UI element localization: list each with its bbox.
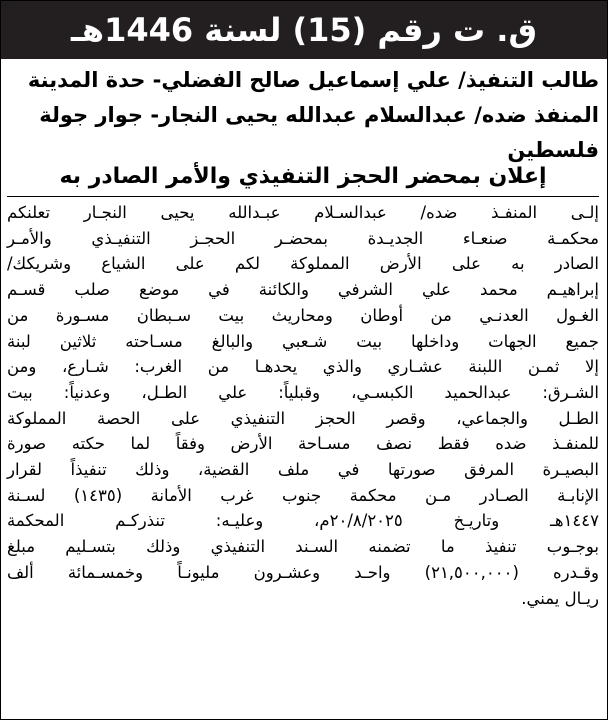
body-line: إبراهيـم محمد علي الشرفي والكائنة في موضع صلب قسـم bbox=[7, 280, 599, 300]
case-number-header bbox=[1, 1, 607, 59]
body-line: إلا ثمـن اللبنة عشـاري والذي يحدهـا من الغرب: شـارع، ومن bbox=[7, 357, 599, 377]
applicant-line: طالب التنفيذ/ علي إسماعيل صالح الفضلي- حدة المدينة bbox=[27, 68, 599, 92]
body-line: ١٤٤٧هـ وتاريـخ ٢٠/٨/٢٠٢٥م، وعليـه: تنذركـم المحكمة bbox=[7, 511, 599, 531]
body-line: إلـى المنفـذ ضده/ عبدالسـلام عبـدالله يحيى النجـار تعلنكم bbox=[7, 203, 599, 222]
body-line: الصادر به على الأرض المملوكة لكم على الشياع وشريكك/ bbox=[7, 254, 599, 274]
body-line: الإنابـة الصـادر مـن محكمة جنوب غرب الأمانة (١٤٣٥) لسـنة bbox=[7, 485, 600, 505]
body-line: البصيـرة المرفق صورتها في ملف القضية، وذلك تنفيذاً لقرار bbox=[7, 460, 599, 480]
notice-subject: إعلان بمحضر الحجز التنفيذي والأمر الصادر به bbox=[59, 164, 547, 189]
body-line: بوجـوب تنفيذ ما تضمنه السـند التنفيذي وذلك بتسـليم مبلغ bbox=[7, 537, 599, 557]
case-number-title: ق. ت رقم (15) لسنة 1446هـ bbox=[70, 11, 538, 49]
notice-body bbox=[7, 200, 599, 611]
body-line: ريـال يمني. bbox=[521, 588, 599, 608]
body-line: الطـل والجماعي، وقصر الحجز التنفيذي على الحصة المملوكة bbox=[7, 408, 599, 428]
body-line: الغـول العدنـي من أوطان ومحاريث بيت سـبطان مسـورة من bbox=[7, 305, 599, 325]
body-line: جميع الجهات وداخلها بيت شـعبي والبالغ مسـاحته ثلاثين لبنة bbox=[7, 331, 599, 351]
body-line: الشـرق: عبدالحميد الكبسـي، وقبلياً: علي الطـل، وعدنياً: بيت bbox=[7, 382, 599, 402]
body-line: محكمـة صنعـاء الجديـدة بمحضـر الحجـز التنفيـذي والأمـر bbox=[7, 228, 599, 248]
parties-block bbox=[7, 63, 599, 168]
respondent-line: المنفذ ضده/ عبدالسلام عبدالله يحيى النجار- جوار جولة فلسطين bbox=[39, 103, 599, 162]
body-line: للمنفـذ ضده فقط نصف مسـاحة الأرض وفقاً لما حكته صورة bbox=[7, 434, 599, 454]
body-line: وقـدره (٢١,٥٠٠,٠٠٠) واحـد وعشـرون مليونـاً وخمسـمائة ألف bbox=[7, 562, 599, 582]
divider bbox=[7, 196, 599, 197]
